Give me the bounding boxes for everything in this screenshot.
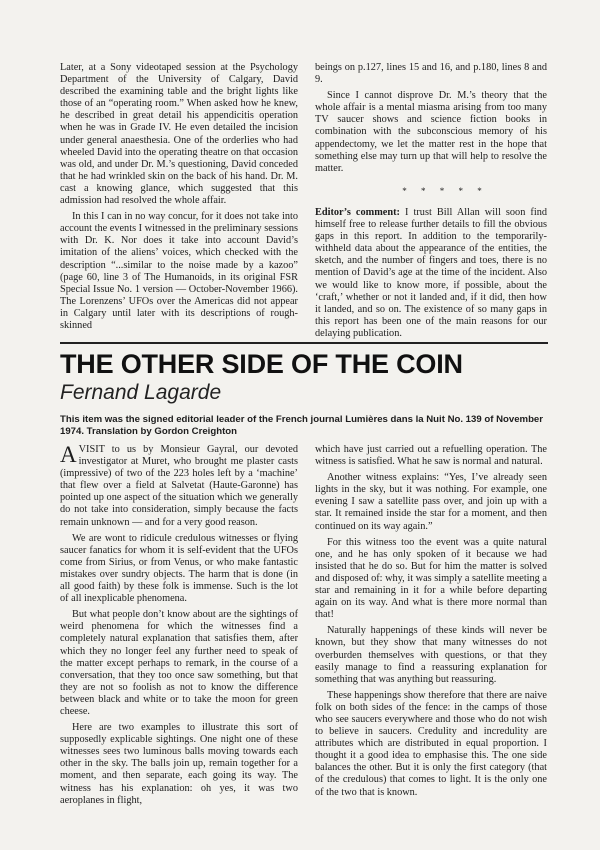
paragraph: These happenings show therefore that there are naive folk on both sides of the fence: in the camps of those who see saucers everywhere and those who do not wish to believe in saucers. Credulity and incredulity are attributes which are distributed in equal proportion. I thought it a good idea to emphasise this. The one side balances the other. But it is only the first category (that of the credulous) that comes to light. It is the only one of the two that is known. bbox=[315, 689, 547, 798]
paragraph-text: VISIT to us by Monsieur Gayral, our devoted investigator at Muret, who brought me plaster casts (impressive) of two of the 223 holes left by a ‘machine’ that flew over a field at Salvetat (Haute-Garonne) has pointed up one aspect of the situation which we generally do not take into consideration, simply because the facts remain unknown — and for a very good reason. bbox=[60, 444, 298, 528]
paragraph: For this witness too the event was a quite natural one, and he has only spoken of it because we had insisted that he do so. But for him the matter is solved and disposed of: why, it was simply a satellite meeting a star and remaining in it for a while before departing again on its way. And what is there more normal than that! bbox=[315, 536, 547, 621]
article-right-column bbox=[315, 444, 547, 803]
editor-comment-text: I trust Bill Allan will soon find himself free to release further details to fill the obvious gaps in this report. In addition to the temporarily-withheld data about the appearance of the entities, the sketch, and the number of fingers and toes, there is no mention of David’s age at the time of the incident. Also we would like to know more, if possible, about the ‘craft,’ whether or not it landed and, if it did, then how it landed, and so on. The existence of so many gaps in this report has been one of the main reasons for our delaying publication. bbox=[315, 206, 547, 339]
paragraph: In this I can in no way concur, for it does not take into account the events I witnessed in the preliminary sessions with Dr. K. Nor does it take into account David’s imitation of the aliens’ voices, which checked with the description “...similar to the noise made by a kazoo” (page 60, line 3 of The Humanoids, in its original FSR Special Issue No. 1 version — October-November 1966). The Lorenzens’ UFOs over the Americas did not appear in Calgary until later with its descriptions of rough-skinned bbox=[60, 211, 298, 331]
top-right-column bbox=[315, 62, 547, 344]
section-separator: * * * * * bbox=[402, 185, 488, 196]
paragraph: beings on p.127, lines 15 and 16, and p.180, lines 8 and 9. bbox=[315, 62, 547, 86]
paragraph bbox=[60, 444, 298, 529]
paragraph: Here are two examples to illustrate this sort of supposedly explicable sightings. One night one of these witnesses sees two luminous balls moving towards each other in the sky. The balls join up, remain together for a moment, and then separate, each going its way. The witness has his explanation: oh yes, it was two aeroplanes in flight, bbox=[60, 722, 298, 806]
paragraph: But what people don’t know about are the sightings of weird phenomena for which the witnesses find a completely natural explanation that satisfies them, after which they no longer feel any further need to speak of the matter except perhaps to remark, in the course of a conversation, that they too once saw something, but that they are not so foolish as not to know the difference between black and white or to take the moon for green cheese. bbox=[60, 609, 298, 717]
paragraph: Since I cannot disprove Dr. M.’s theory that the whole affair is a mental miasma arising from too many TV saucer shows and science fiction books in combination with the subconscious memory of his appendectomy, we let the matter rest in the hope that something else may turn up that will help to resolve the matter. bbox=[315, 90, 547, 174]
top-left-column bbox=[60, 62, 298, 336]
article-title: THE OTHER SIDE OF THE COIN bbox=[60, 349, 463, 379]
divider bbox=[60, 342, 548, 344]
paragraph: Another witness explains: “Yes, I’ve already seen lights in the sky, but it was nothing. For example, one evening I saw a satellite pass over, and join up with a star. It remained inside the star for a moment, and then continued on its way again.” bbox=[315, 472, 547, 532]
paragraph: Naturally happenings of these kinds will never be known, but they show that many witnesses do not overburden themselves with questions, or that they easily manage to find a reassuring explanation for something that was anything but reassuring. bbox=[315, 625, 547, 685]
paragraph: which have just carried out a refuelling operation. The witness is satisfied. What he saw is normal and natural. bbox=[315, 444, 547, 468]
paragraph: We are wont to ridicule credulous witnesses or flying saucer fanatics for whom it is self-evident that the UFOs come from Sirius, or from Venus, or who make fantastic mistakes over sundry objects. The harm that is done (in all good faith) by these folk is immense. Such is the lot of all inexplicable phenomena. bbox=[60, 532, 298, 605]
editor-comment-label: Editor’s comment: bbox=[315, 206, 400, 218]
paragraph: Later, at a Sony videotaped session at the Psychology Department of the University of Calgary, David described the examining table and the bright lights like those of an “operating room.” When asked how he knew, he described in great detail his appendicitis operation when he was in Grade IV. He even detailed the incision under general anaesthesia. One of the orderlies who had wheeled David into the operating theatre on that occasion was old, and under Dr. M.’s questioning, David conceded that he had wrinkled skin on the back of his hand. Dr. M. cast a knowing glance, which suggested that this admission had resolved the whole affair. bbox=[60, 62, 298, 207]
editor-comment bbox=[315, 207, 547, 340]
article-left-column bbox=[60, 444, 298, 811]
article-author: Fernand Lagarde bbox=[60, 381, 222, 404]
drop-cap: A bbox=[60, 442, 77, 467]
article-intro: This item was the signed editorial leader of the French journal Lumières dans la Nuit No. 139 of November 1974. Translation by Gordon Creighton bbox=[60, 414, 543, 437]
